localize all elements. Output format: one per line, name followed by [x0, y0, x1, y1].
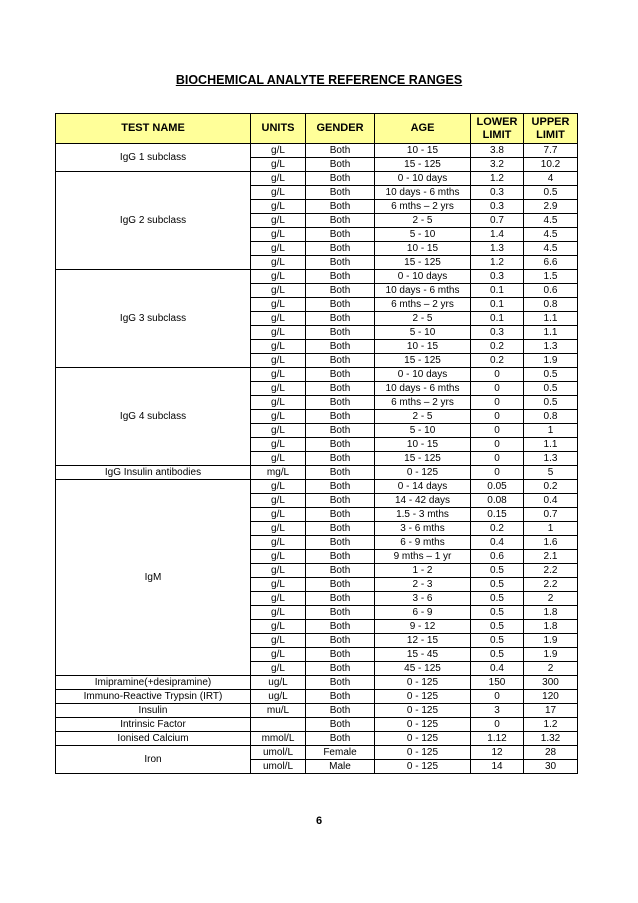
gender-cell: Both	[306, 634, 375, 648]
units-cell: g/L	[251, 214, 306, 228]
gender-cell: Both	[306, 312, 375, 326]
page-title: BIOCHEMICAL ANALYTE REFERENCE RANGES	[175, 73, 463, 87]
test-name-cell: IgG Insulin antibodies	[56, 466, 251, 480]
upper-limit-cell: 1.6	[524, 536, 578, 550]
gender-cell: Both	[306, 424, 375, 438]
gender-cell: Both	[306, 606, 375, 620]
upper-limit-cell: 2.2	[524, 564, 578, 578]
age-cell: 2 - 5	[375, 214, 471, 228]
lower-limit-cell: 0.3	[471, 270, 524, 284]
units-cell: g/L	[251, 648, 306, 662]
table-row	[56, 732, 578, 746]
units-cell: mg/L	[251, 466, 306, 480]
units-cell: g/L	[251, 396, 306, 410]
age-cell: 0 - 10 days	[375, 270, 471, 284]
table-row	[56, 718, 578, 732]
age-cell: 14 - 42 days	[375, 494, 471, 508]
gender-cell: Both	[306, 676, 375, 690]
upper-limit-cell: 4.5	[524, 214, 578, 228]
test-name-cell: Iron	[56, 746, 251, 774]
lower-limit-cell: 0.5	[471, 606, 524, 620]
upper-limit-cell: 1.1	[524, 438, 578, 452]
units-cell: ug/L	[251, 676, 306, 690]
lower-limit-cell: 0.05	[471, 480, 524, 494]
lower-limit-cell: 0.7	[471, 214, 524, 228]
lower-limit-cell: 1.4	[471, 228, 524, 242]
gender-cell: Both	[306, 704, 375, 718]
lower-limit-cell: 3.8	[471, 144, 524, 158]
units-cell: g/L	[251, 662, 306, 676]
units-cell: umol/L	[251, 760, 306, 774]
table-body	[56, 144, 578, 774]
upper-limit-cell: 0.2	[524, 480, 578, 494]
age-cell: 0 - 125	[375, 760, 471, 774]
age-cell: 15 - 45	[375, 648, 471, 662]
header-gender: GENDER	[306, 114, 375, 144]
units-cell: g/L	[251, 550, 306, 564]
test-name-cell: IgG 4 subclass	[56, 368, 251, 466]
age-cell: 9 mths – 1 yr	[375, 550, 471, 564]
units-cell: g/L	[251, 270, 306, 284]
lower-limit-cell: 0	[471, 438, 524, 452]
units-cell: mu/L	[251, 704, 306, 718]
upper-limit-cell: 1.8	[524, 606, 578, 620]
gender-cell: Both	[306, 298, 375, 312]
page-number: 6	[315, 815, 323, 827]
units-cell: g/L	[251, 620, 306, 634]
lower-limit-cell: 0.3	[471, 200, 524, 214]
units-cell: umol/L	[251, 746, 306, 760]
units-cell: g/L	[251, 172, 306, 186]
units-cell: g/L	[251, 508, 306, 522]
age-cell: 3 - 6	[375, 592, 471, 606]
gender-cell: Both	[306, 508, 375, 522]
upper-limit-cell: 1.9	[524, 634, 578, 648]
age-cell: 1 - 2	[375, 564, 471, 578]
lower-limit-cell: 0.3	[471, 186, 524, 200]
lower-limit-cell: 0	[471, 410, 524, 424]
lower-limit-cell: 14	[471, 760, 524, 774]
gender-cell: Both	[306, 256, 375, 270]
test-name-cell: Ionised Calcium	[56, 732, 251, 746]
header-test-name: TEST NAME	[56, 114, 251, 144]
age-cell: 0 - 125	[375, 704, 471, 718]
upper-limit-cell: 1	[524, 424, 578, 438]
age-cell: 5 - 10	[375, 326, 471, 340]
units-cell: mmol/L	[251, 732, 306, 746]
units-cell: g/L	[251, 256, 306, 270]
gender-cell: Both	[306, 172, 375, 186]
gender-cell: Both	[306, 186, 375, 200]
units-cell: g/L	[251, 340, 306, 354]
units-cell: g/L	[251, 606, 306, 620]
units-cell: g/L	[251, 564, 306, 578]
upper-limit-cell: 1.9	[524, 354, 578, 368]
upper-limit-cell: 0.7	[524, 508, 578, 522]
lower-limit-cell: 0.5	[471, 648, 524, 662]
gender-cell: Both	[306, 452, 375, 466]
gender-cell: Both	[306, 340, 375, 354]
lower-limit-cell: 0.1	[471, 312, 524, 326]
upper-limit-cell: 120	[524, 690, 578, 704]
upper-limit-cell: 1.2	[524, 718, 578, 732]
age-cell: 0 - 125	[375, 676, 471, 690]
test-name-cell: IgG 3 subclass	[56, 270, 251, 368]
units-cell: ug/L	[251, 690, 306, 704]
header-lower-limit: LOWER LIMIT	[471, 114, 524, 144]
gender-cell: Both	[306, 690, 375, 704]
test-name-cell: IgG 2 subclass	[56, 172, 251, 270]
upper-limit-cell: 2.1	[524, 550, 578, 564]
age-cell: 15 - 125	[375, 256, 471, 270]
upper-limit-cell: 2	[524, 662, 578, 676]
gender-cell: Both	[306, 368, 375, 382]
lower-limit-cell: 1.3	[471, 242, 524, 256]
age-cell: 10 - 15	[375, 438, 471, 452]
units-cell: g/L	[251, 186, 306, 200]
lower-limit-cell: 0.08	[471, 494, 524, 508]
gender-cell: Both	[306, 242, 375, 256]
lower-limit-cell: 0.4	[471, 662, 524, 676]
gender-cell: Both	[306, 382, 375, 396]
age-cell: 10 days - 6 mths	[375, 284, 471, 298]
upper-limit-cell: 28	[524, 746, 578, 760]
test-name-cell: Immuno-Reactive Trypsin (IRT)	[56, 690, 251, 704]
units-cell: g/L	[251, 578, 306, 592]
lower-limit-cell: 0	[471, 368, 524, 382]
gender-cell: Both	[306, 662, 375, 676]
age-cell: 12 - 15	[375, 634, 471, 648]
lower-limit-cell: 12	[471, 746, 524, 760]
test-name-cell: IgM	[56, 480, 251, 676]
units-cell: g/L	[251, 452, 306, 466]
age-cell: 10 days - 6 mths	[375, 382, 471, 396]
upper-limit-cell: 6.6	[524, 256, 578, 270]
upper-limit-cell: 0.4	[524, 494, 578, 508]
upper-limit-cell: 0.5	[524, 396, 578, 410]
lower-limit-cell: 0	[471, 466, 524, 480]
units-cell: g/L	[251, 410, 306, 424]
upper-limit-cell: 2	[524, 592, 578, 606]
age-cell: 5 - 10	[375, 424, 471, 438]
units-cell: g/L	[251, 284, 306, 298]
age-cell: 5 - 10	[375, 228, 471, 242]
units-cell: g/L	[251, 242, 306, 256]
upper-limit-cell: 4	[524, 172, 578, 186]
upper-limit-cell: 1	[524, 522, 578, 536]
upper-limit-cell: 5	[524, 466, 578, 480]
lower-limit-cell: 3	[471, 704, 524, 718]
age-cell: 0 - 10 days	[375, 368, 471, 382]
units-cell: g/L	[251, 536, 306, 550]
gender-cell: Both	[306, 214, 375, 228]
gender-cell: Both	[306, 648, 375, 662]
lower-limit-cell: 1.12	[471, 732, 524, 746]
upper-limit-cell: 30	[524, 760, 578, 774]
age-cell: 2 - 5	[375, 312, 471, 326]
lower-limit-cell: 0.15	[471, 508, 524, 522]
gender-cell: Both	[306, 284, 375, 298]
age-cell: 6 - 9 mths	[375, 536, 471, 550]
age-cell: 1.5 - 3 mths	[375, 508, 471, 522]
age-cell: 15 - 125	[375, 452, 471, 466]
gender-cell: Both	[306, 200, 375, 214]
age-cell: 6 mths – 2 yrs	[375, 200, 471, 214]
units-cell: g/L	[251, 200, 306, 214]
age-cell: 0 - 125	[375, 690, 471, 704]
table-row	[56, 690, 578, 704]
lower-limit-cell: 3.2	[471, 158, 524, 172]
gender-cell: Both	[306, 564, 375, 578]
age-cell: 0 - 14 days	[375, 480, 471, 494]
age-cell: 6 mths – 2 yrs	[375, 396, 471, 410]
lower-limit-cell: 0.2	[471, 522, 524, 536]
gender-cell: Both	[306, 144, 375, 158]
upper-limit-cell: 1.5	[524, 270, 578, 284]
gender-cell: Both	[306, 158, 375, 172]
test-name-cell: Imipramine(+desipramine)	[56, 676, 251, 690]
gender-cell: Both	[306, 270, 375, 284]
upper-limit-cell: 0.5	[524, 186, 578, 200]
table-row	[56, 480, 578, 494]
age-cell: 9 - 12	[375, 620, 471, 634]
gender-cell: Both	[306, 732, 375, 746]
units-cell: g/L	[251, 634, 306, 648]
age-cell: 0 - 125	[375, 746, 471, 760]
gender-cell: Both	[306, 228, 375, 242]
gender-cell: Male	[306, 760, 375, 774]
upper-limit-cell: 0.5	[524, 368, 578, 382]
units-cell: g/L	[251, 494, 306, 508]
upper-limit-cell: 0.6	[524, 284, 578, 298]
lower-limit-cell: 0.5	[471, 620, 524, 634]
lower-limit-cell: 1.2	[471, 256, 524, 270]
table-row	[56, 172, 578, 186]
lower-limit-cell: 0.1	[471, 284, 524, 298]
gender-cell: Both	[306, 354, 375, 368]
gender-cell: Both	[306, 522, 375, 536]
age-cell: 10 - 15	[375, 144, 471, 158]
header-units: UNITS	[251, 114, 306, 144]
lower-limit-cell: 1.2	[471, 172, 524, 186]
lower-limit-cell: 0.4	[471, 536, 524, 550]
upper-limit-cell: 10.2	[524, 158, 578, 172]
table-row	[56, 466, 578, 480]
table-row	[56, 368, 578, 382]
upper-limit-cell: 4.5	[524, 228, 578, 242]
upper-limit-cell: 17	[524, 704, 578, 718]
units-cell: g/L	[251, 368, 306, 382]
upper-limit-cell: 1.32	[524, 732, 578, 746]
units-cell: g/L	[251, 382, 306, 396]
units-cell: g/L	[251, 158, 306, 172]
table-row	[56, 746, 578, 760]
header-upper-limit: UPPER LIMIT	[524, 114, 578, 144]
table-row	[56, 144, 578, 158]
header-age: AGE	[375, 114, 471, 144]
units-cell: g/L	[251, 228, 306, 242]
table-header-row	[56, 114, 578, 144]
upper-limit-cell: 300	[524, 676, 578, 690]
table-row	[56, 270, 578, 284]
units-cell: g/L	[251, 522, 306, 536]
gender-cell: Both	[306, 326, 375, 340]
units-cell: g/L	[251, 144, 306, 158]
lower-limit-cell: 0.3	[471, 326, 524, 340]
upper-limit-cell: 1.3	[524, 452, 578, 466]
lower-limit-cell: 0.2	[471, 354, 524, 368]
gender-cell: Both	[306, 480, 375, 494]
age-cell: 10 - 15	[375, 242, 471, 256]
age-cell: 0 - 125	[375, 718, 471, 732]
gender-cell: Both	[306, 578, 375, 592]
gender-cell: Both	[306, 396, 375, 410]
lower-limit-cell: 0.5	[471, 592, 524, 606]
units-cell: g/L	[251, 354, 306, 368]
age-cell: 10 - 15	[375, 340, 471, 354]
upper-limit-cell: 0.8	[524, 298, 578, 312]
gender-cell: Both	[306, 536, 375, 550]
upper-limit-cell: 0.8	[524, 410, 578, 424]
table-row	[56, 676, 578, 690]
age-cell: 2 - 3	[375, 578, 471, 592]
lower-limit-cell: 0	[471, 382, 524, 396]
upper-limit-cell: 1.1	[524, 326, 578, 340]
upper-limit-cell: 1.3	[524, 340, 578, 354]
lower-limit-cell: 0	[471, 396, 524, 410]
upper-limit-cell: 4.5	[524, 242, 578, 256]
units-cell: g/L	[251, 326, 306, 340]
age-cell: 2 - 5	[375, 410, 471, 424]
reference-ranges-table	[55, 113, 578, 774]
gender-cell: Both	[306, 466, 375, 480]
lower-limit-cell: 0	[471, 690, 524, 704]
age-cell: 6 mths – 2 yrs	[375, 298, 471, 312]
lower-limit-cell: 0.2	[471, 340, 524, 354]
gender-cell: Both	[306, 550, 375, 564]
lower-limit-cell: 150	[471, 676, 524, 690]
units-cell: g/L	[251, 592, 306, 606]
upper-limit-cell: 1.1	[524, 312, 578, 326]
units-cell: g/L	[251, 438, 306, 452]
lower-limit-cell: 0.5	[471, 634, 524, 648]
lower-limit-cell: 0.6	[471, 550, 524, 564]
upper-limit-cell: 1.8	[524, 620, 578, 634]
lower-limit-cell: 0	[471, 452, 524, 466]
units-cell: g/L	[251, 480, 306, 494]
test-name-cell: Intrinsic Factor	[56, 718, 251, 732]
gender-cell: Both	[306, 494, 375, 508]
upper-limit-cell: 1.9	[524, 648, 578, 662]
age-cell: 0 - 125	[375, 732, 471, 746]
gender-cell: Both	[306, 620, 375, 634]
units-cell: g/L	[251, 298, 306, 312]
gender-cell: Female	[306, 746, 375, 760]
age-cell: 0 - 10 days	[375, 172, 471, 186]
lower-limit-cell: 0.1	[471, 298, 524, 312]
test-name-cell: IgG 1 subclass	[56, 144, 251, 172]
age-cell: 10 days - 6 mths	[375, 186, 471, 200]
age-cell: 15 - 125	[375, 158, 471, 172]
units-cell	[251, 718, 306, 732]
lower-limit-cell: 0.5	[471, 564, 524, 578]
units-cell: g/L	[251, 424, 306, 438]
gender-cell: Both	[306, 718, 375, 732]
table-row	[56, 704, 578, 718]
upper-limit-cell: 2.9	[524, 200, 578, 214]
gender-cell: Both	[306, 410, 375, 424]
gender-cell: Both	[306, 592, 375, 606]
lower-limit-cell: 0	[471, 718, 524, 732]
lower-limit-cell: 0.5	[471, 578, 524, 592]
upper-limit-cell: 2.2	[524, 578, 578, 592]
age-cell: 0 - 125	[375, 466, 471, 480]
test-name-cell: Insulin	[56, 704, 251, 718]
units-cell: g/L	[251, 312, 306, 326]
upper-limit-cell: 0.5	[524, 382, 578, 396]
age-cell: 15 - 125	[375, 354, 471, 368]
gender-cell: Both	[306, 438, 375, 452]
age-cell: 45 - 125	[375, 662, 471, 676]
age-cell: 3 - 6 mths	[375, 522, 471, 536]
lower-limit-cell: 0	[471, 424, 524, 438]
age-cell: 6 - 9	[375, 606, 471, 620]
upper-limit-cell: 7.7	[524, 144, 578, 158]
